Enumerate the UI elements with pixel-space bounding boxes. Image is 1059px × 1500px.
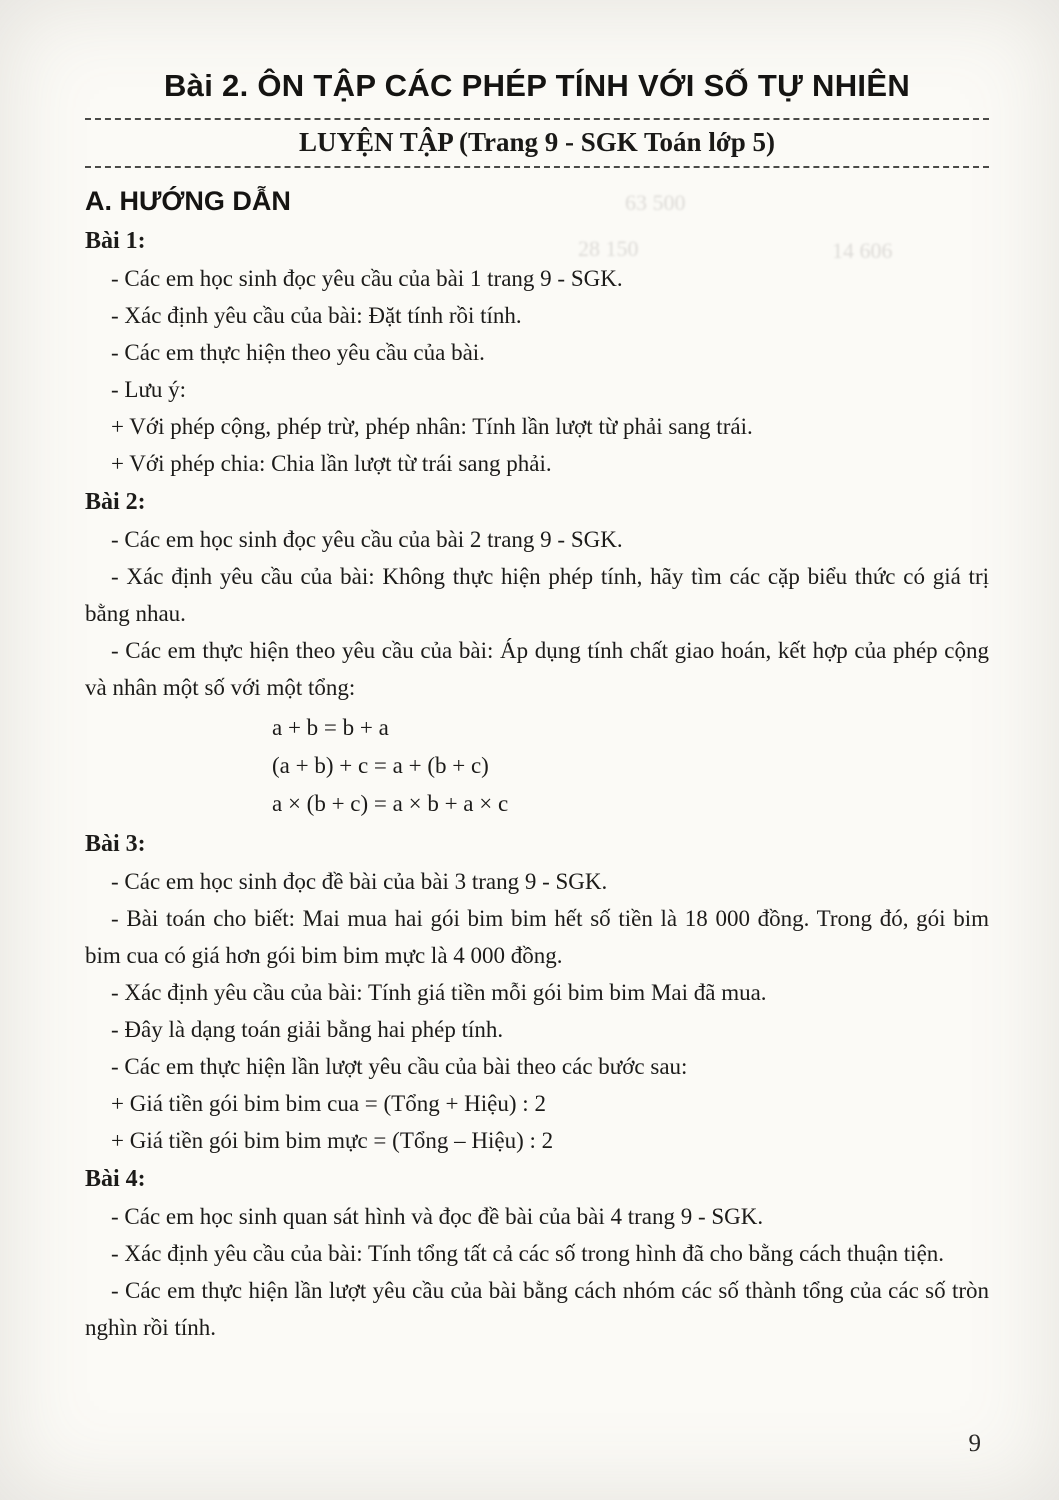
exercise-bai-1 xyxy=(85,223,989,482)
dashed-rule-top xyxy=(85,118,989,120)
instruction-line: + Giá tiền gói bim bim mực = (Tổng – Hiệu) : 2 xyxy=(111,1128,554,1153)
formula-line: (a + b) + c = a + (b + c) xyxy=(272,753,489,778)
instruction-line: - Bài toán cho biết: Mai mua hai gói bim bim hết số tiền là 18 000 đồng. Trong đó, gói bim bim cua có giá hơn gói bim bim mực là 4 000 đồng. xyxy=(85,906,989,968)
dashed-rule-bottom xyxy=(85,166,989,168)
formula-line: a × (b + c) = a × b + a × c xyxy=(272,791,509,816)
bleedthrough-text: 63 500 xyxy=(625,190,686,215)
instruction-line: - Các em học sinh quan sát hình và đọc đề bài của bài 4 trang 9 - SGK. xyxy=(111,1204,764,1229)
lesson-title: Bài 2. ÔN TẬP CÁC PHÉP TÍNH VỚI SỐ TỰ NHIÊN xyxy=(163,68,911,103)
instruction-line: - Các em học sinh đọc yêu cầu của bài 1 trang 9 - SGK. xyxy=(111,266,623,291)
exercise-bai-4 xyxy=(85,1161,989,1346)
exercise-heading: Bài 2: xyxy=(85,489,146,515)
instruction-line: - Xác định yêu cầu của bài: Đặt tính rồi tính. xyxy=(111,303,522,328)
instruction-line: - Các em thực hiện theo yêu cầu của bài. xyxy=(111,340,485,365)
instruction-line: - Các em thực hiện lần lượt yêu cầu của bài theo các bước sau: xyxy=(111,1054,688,1079)
instruction-line: - Xác định yêu cầu của bài: Tính giá tiền mỗi gói bim bim Mai đã mua. xyxy=(111,980,767,1005)
formula-line: a + b = b + a xyxy=(272,715,389,740)
exercise-bai-3 xyxy=(85,826,989,1159)
exercise-heading: Bài 4: xyxy=(85,1166,146,1192)
instruction-line: - Xác định yêu cầu của bài: Không thực hiện phép tính, hãy tìm các cặp biểu thức có giá trị bằng nhau. xyxy=(85,564,989,626)
bleedthrough-text: 28 150 xyxy=(578,236,639,261)
instruction-line: - Đây là dạng toán giải bằng hai phép tính. xyxy=(111,1017,504,1042)
bleedthrough-text: 14 606 xyxy=(832,238,893,263)
instruction-line: - Xác định yêu cầu của bài: Tính tổng tất cả các số trong hình đã cho bằng cách thuận tiện. xyxy=(111,1241,945,1266)
exercise-bai-2 xyxy=(85,484,989,823)
instruction-line: + Giá tiền gói bim bim cua = (Tổng + Hiệu) : 2 xyxy=(111,1091,546,1116)
practice-subtitle: LUYỆN TẬP (Trang 9 - SGK Toán lớp 5) xyxy=(298,127,776,157)
section-heading: A. HƯỚNG DẪN xyxy=(85,186,291,216)
formula-block xyxy=(272,709,989,823)
instruction-line: - Các em thực hiện lần lượt yêu cầu của bài bằng cách nhóm các số thành tổng của các số tròn nghìn rồi tính. xyxy=(85,1278,989,1340)
instruction-line: + Với phép cộng, phép trừ, phép nhân: Tính lần lượt từ phải sang trái. xyxy=(111,414,753,439)
exercise-heading: Bài 1: xyxy=(85,228,146,254)
instruction-line: - Các em học sinh đọc đề bài của bài 3 trang 9 - SGK. xyxy=(111,869,608,894)
instruction-line: + Với phép chia: Chia lần lượt từ trái sang phải. xyxy=(111,451,552,476)
exercise-heading: Bài 3: xyxy=(85,831,146,857)
instruction-line: - Các em học sinh đọc yêu cầu của bài 2 trang 9 - SGK. xyxy=(111,527,623,552)
page-number: 9 xyxy=(968,1430,981,1457)
instruction-line: - Lưu ý: xyxy=(111,377,187,402)
instruction-line: - Các em thực hiện theo yêu cầu của bài: Áp dụng tính chất giao hoán, kết hợp của phép cộng và nhân một số với một tổng: xyxy=(85,638,989,700)
